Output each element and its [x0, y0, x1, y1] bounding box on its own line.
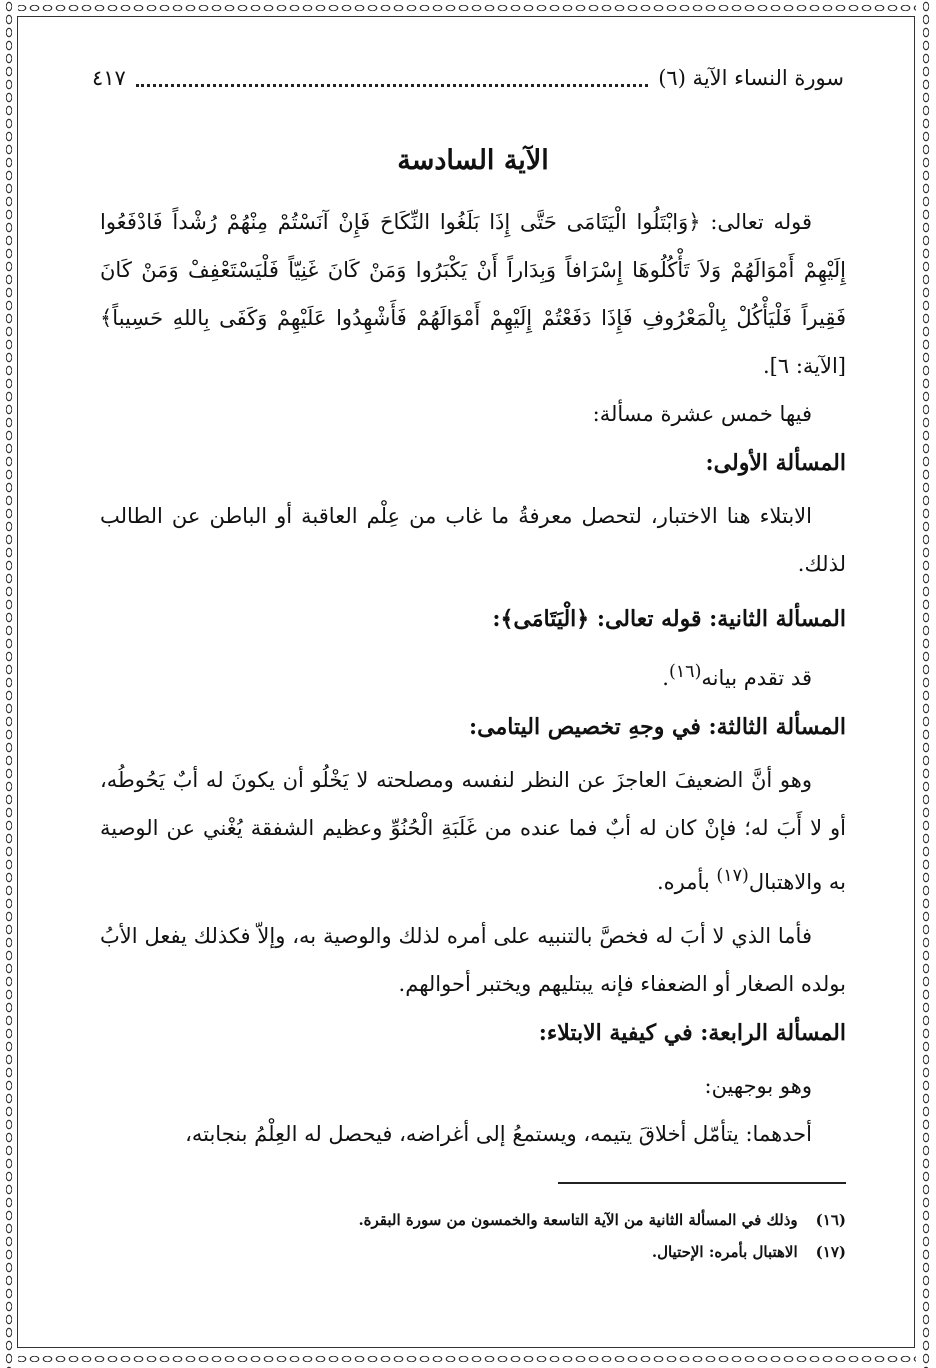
section-1-paragraph: الابتلاء هنا الاختبار، لتحصل معرفةُ ما غاب من عِلْم العاقبة أو الباطن عن الطالب لذلك.: [100, 504, 846, 576]
footnote-number: (١٦): [815, 1211, 846, 1229]
verse-paragraph: قوله تعالى: ﴿وَابْتَلُوا الْيَتَامَى حَتَّى إِذَا بَلَغُوا النِّكَاحَ فَإِنْ آنَسْتُمْ مِنْهُمْ رُشْداً فَادْفَعُوا إِلَيْهِمْ أَمْوَالَهُمْ وَلاَ تَأْكُلُوهَا إِسْرَافاً وَبِدَاراً أَنْ يَكْبَرُوا وَمَنْ كَانَ غَنِيّاً فَلْيَسْتَعْفِفْ وَمَنْ كَانَ فَقِيراً فَلْيَأْكُلْ بِالْمَعْرُوفِ فَإِذَا دَفَعْتُمْ إِلَيْهِمْ أَمْوَالَهُمْ فَأَشْهِدُوا عَلَيْهِمْ وَكَفَى بِاللهِ حَسِيباً﴾ [الآية: ٦].: [100, 210, 846, 378]
section-2-text-end: .: [662, 666, 669, 690]
footnotes: [100, 1204, 846, 1268]
intro-paragraph: فيها خمس عشرة مسألة:: [592, 402, 812, 426]
footnote-text: وذلك في المسألة الثانية من الآية التاسعة والخمسون من سورة البقرة.: [358, 1211, 798, 1229]
section-4-paragraph-1: وهو بوجهين:: [704, 1074, 812, 1098]
section-4-paragraph-2: أحدهما: يتأمّل أخلاقَ يتيمه، ويستمعُ إلى أغراضه، فيحصل له العِلْمُ بنجابته،: [185, 1122, 812, 1146]
section-2-text: قد تقدم بيانه: [701, 666, 812, 690]
section-3-p1-text: وهو أنَّ الضعيفَ العاجزَ عن النظر لنفسه ومصلحته لا يَخْلُو أن يكونَ له أبٌ يَحُوطُه، أو لا أَبَ له؛ فإنْ كان له أبٌ فما عنده من غَلَبَةِ الْحُنُوِّ وعظيم الشفقة يُغْني عن الوصية به والاهتبال: [100, 768, 846, 894]
section-heading-1: المسألة الأولى:: [705, 450, 846, 476]
ornamental-border-top: [0, 0, 936, 16]
section-heading-2: المسألة الثانية: قوله تعالى: ﴿الْيَتَامَى﴾:: [492, 606, 846, 632]
section-3-paragraph-1: [100, 756, 846, 906]
page-body: [100, 140, 846, 1158]
footnote-number: (١٧): [815, 1243, 846, 1261]
section-3-p1-end: بأمره.: [656, 870, 717, 894]
running-head: [92, 62, 844, 94]
footnote-17: [100, 1236, 846, 1268]
chapter-title: الآية السادسة: [397, 145, 549, 176]
footnote-text: الاهتبال بأمره: الإحتيال.: [651, 1243, 798, 1261]
section-2-paragraph: [100, 648, 846, 702]
footnote-16: [100, 1204, 846, 1236]
footnote-ref-16: (١٦): [668, 662, 702, 682]
running-head-dot-leader: [136, 70, 648, 87]
ornamental-border-bottom: [0, 1350, 936, 1368]
ornamental-border-right: [916, 0, 936, 1368]
ornamental-border-left: [0, 0, 18, 1368]
page-number: ٤١٧: [92, 66, 126, 90]
section-3-paragraph-2: فأما الذي لا أبَ له فخصَّ بالتنبيه على أمره لذلك والوصية به، وإلاّ فكذلك يفعل الأبُ بولده الصغار أو الضعفاء فإنه يبتليهم ويختبر أحوالهم.: [100, 924, 846, 996]
footnote-separator: [558, 1182, 846, 1184]
footnote-ref-17: (١٧): [716, 866, 749, 886]
running-head-title: سورة النساء الآية (٦): [658, 66, 844, 90]
section-heading-3: المسألة الثالثة: في وجهِ تخصيص اليتامى:: [469, 714, 846, 740]
section-heading-4: المسألة الرابعة: في كيفية الابتلاء:: [538, 1020, 846, 1046]
